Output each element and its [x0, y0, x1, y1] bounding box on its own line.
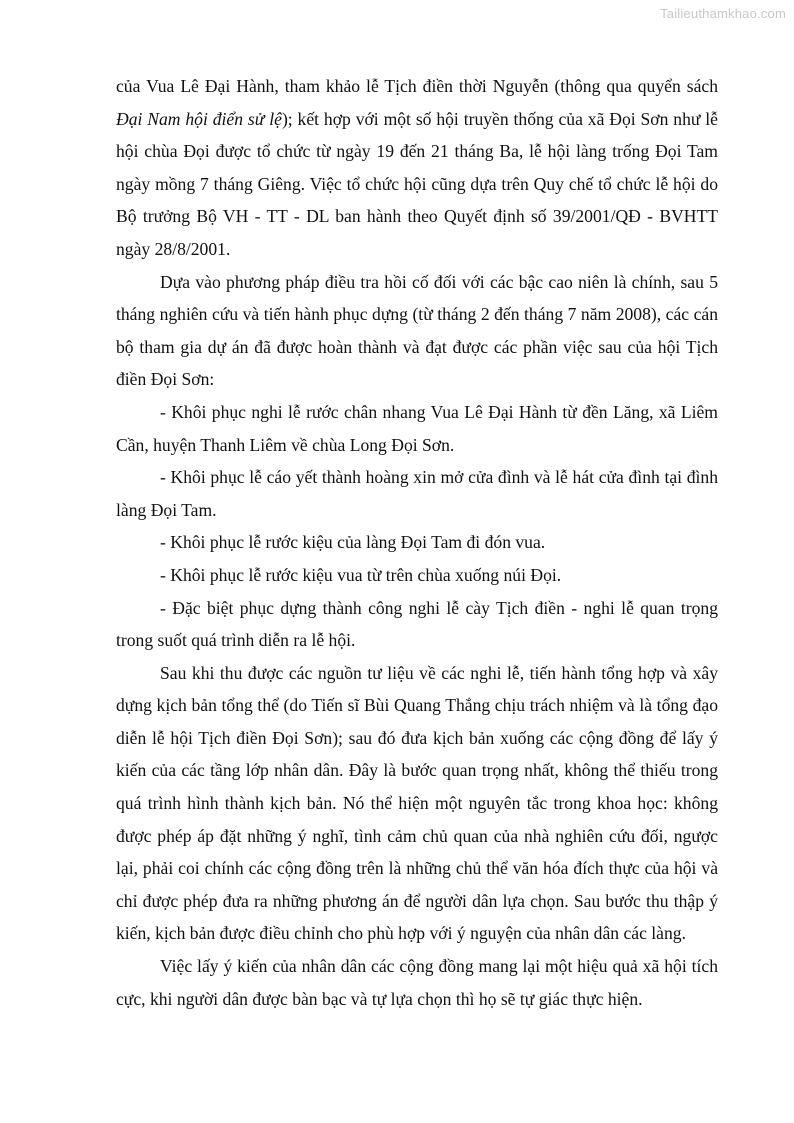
paragraph-2: Dựa vào phương pháp điều tra hồi cố đối với các bậc cao niên là chính, sau 5 tháng nghiên cứu và tiến hành phục dựng (từ tháng 2 đến tháng 7 năm 2008), các cán bộ tham gia dự án đã được hoàn thành và đạt được các phần việc sau của hội Tịch điền Đọi Sơn: [116, 271, 718, 390]
paragraph-1 [116, 70, 718, 266]
list-item-1: - Khôi phục nghi lễ rước chân nhang Vua Lê Đại Hành từ đền Lăng, xã Liêm Cần, huyện Thanh Liêm về chùa Long Đọi Sơn. [116, 401, 718, 455]
list-item-4: - Khôi phục lễ rước kiệu vua từ trên chùa xuống núi Đọi. [160, 564, 562, 585]
watermark-text: Tailieuthamkhao.com [660, 6, 786, 21]
paragraph-1-before: của Vua Lê Đại Hành, tham khảo lễ Tịch điền thời Nguyễn (thông qua quyển sách [116, 76, 718, 96]
book-title-italic: Đại Nam hội điển sử lệ [116, 108, 282, 129]
document-body [116, 70, 718, 1015]
paragraph-1-after: ); kết hợp với một số hội truyền thống của xã Đọi Sơn như lễ hội chùa Đọi được tổ chức từ ngày 19 đến 21 tháng Ba, lễ hội làng trống Đọi Tam ngày mồng 7 tháng Giêng. Việc tổ chức hội cũng dựa trên Quy chế tổ chức lễ hội do Bộ trưởng Bộ VH - TT - DL ban hành theo Quyết định số 39/2001/QĐ - BVHTT ngày 28/8/2001. [116, 108, 718, 259]
list-item-2: - Khôi phục lễ cáo yết thành hoàng xin mở cửa đình và lễ hát cửa đình tại đình làng Đọi Tam. [116, 467, 718, 520]
list-item-5: - Đặc biệt phục dựng thành công nghi lễ cày Tịch điền - nghi lễ quan trọng trong suốt quá trình diễn ra lễ hội. [116, 597, 718, 651]
paragraph-3: Sau khi thu được các nguồn tư liệu về các nghi lễ, tiến hành tổng hợp và xây dựng kịch bản tổng thể (do Tiến sĩ Bùi Quang Thắng chịu trách nhiệm và là tổng đạo diễn lễ hội Tịch điền Đọi Sơn); sau đó đưa kịch bản xuống các cộng đồng để lấy ý kiến của các tầng lớp nhân dân. Đây là bước quan trọng nhất, không thể thiếu trong quá trình hình thành kịch bản. Nó thể hiện một nguyên tắc trong khoa học: không được phép áp đặt những ý nghĩ, tình cảm chủ quan của nhà nghiên cứu đối, ngược lại, phải coi chính các cộng đồng trên là những chủ thể văn hóa đích thực của hội và chỉ được phép đưa ra những phương án để người dân lựa chọn. Sau bước thu thập ý kiến, kịch bản được điều chỉnh cho phù hợp với ý nguyện của nhân dân các làng. [116, 662, 718, 944]
paragraph-4: Việc lấy ý kiến của nhân dân các cộng đồng mang lại một hiệu quả xã hội tích cực, khi người dân được bàn bạc và tự lựa chọn thì họ sẽ tự giác thực hiện. [116, 956, 718, 1009]
list-item-3: - Khôi phục lễ rước kiệu của làng Đọi Tam đi đón vua. [160, 532, 546, 553]
